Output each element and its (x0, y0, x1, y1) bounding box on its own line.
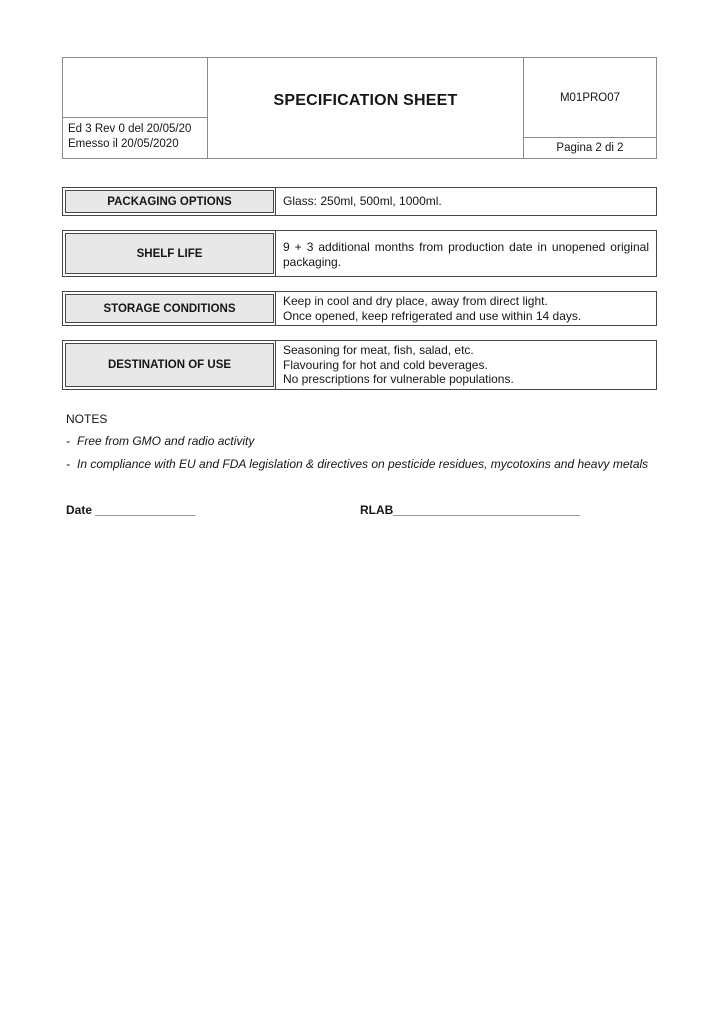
header-table (62, 57, 657, 159)
notes-heading: NOTES (66, 411, 108, 426)
spec-row-shelf-life (62, 230, 657, 277)
note-item-gmo (62, 434, 657, 449)
spec-label-packaging-options: PACKAGING OPTIONS (65, 190, 274, 213)
spec-content-line: Flavouring for hot and cold beverages. (283, 357, 488, 372)
spec-content-shelf-life (275, 231, 656, 276)
note-text: In compliance with EU and FDA legislation & directives on pesticide residues, mycotoxins and heavy metals (77, 456, 649, 471)
rlab-label: RLAB (360, 502, 394, 517)
spec-label-shelf-life: SHELF LIFE (65, 233, 274, 274)
header-right-column (523, 58, 656, 158)
note-item-compliance (62, 457, 657, 472)
date-fill-line: _______________ (95, 502, 196, 517)
note-dash-marker: - (66, 433, 70, 448)
logo-placeholder-cell (63, 58, 207, 118)
page-number-cell: Pagina 2 di 2 (556, 142, 624, 154)
document-content (62, 57, 657, 517)
spec-content-line: Glass: 250ml, 500ml, 1000ml. (283, 194, 442, 209)
revision-info-cell (63, 118, 207, 158)
spec-content-line: 9 + 3 additional months from production date in unopened original packaging. (283, 240, 649, 269)
spec-row-destination-of-use (62, 340, 657, 390)
document-code-cell: M01PRO07 (524, 58, 656, 138)
revision-line-1: Ed 3 Rev 0 del 20/05/20 (68, 123, 192, 135)
date-label: Date (66, 502, 96, 517)
document-title: SPECIFICATION SHEET (273, 92, 458, 109)
spec-row-packaging-options (62, 187, 657, 216)
rlab-signature-field (360, 503, 657, 517)
spec-label-destination-of-use: DESTINATION OF USE (65, 343, 274, 387)
note-dash-marker: - (66, 456, 70, 471)
spec-content-line: No prescriptions for vulnerable populations. (283, 372, 514, 386)
spec-content-destination-of-use (275, 341, 656, 389)
revision-line-2: Emesso il 20/05/2020 (68, 137, 179, 150)
note-text: Free from GMO and radio activity (77, 433, 255, 448)
spec-content-storage-conditions (275, 292, 656, 325)
spec-content-packaging-options (275, 188, 656, 215)
rlab-fill-line: ____________________________ (393, 502, 581, 517)
spec-row-storage-conditions (62, 291, 657, 326)
spec-content-line: Keep in cool and dry place, away from direct light. (283, 294, 548, 308)
spec-content-line: Seasoning for meat, fish, salad, etc. (283, 343, 474, 357)
signature-row (62, 503, 657, 517)
header-left-column (63, 58, 208, 158)
spec-label-storage-conditions: STORAGE CONDITIONS (65, 294, 274, 323)
date-signature-field (66, 503, 360, 517)
spec-content-line: Once opened, keep refrigerated and use within 14 days. (283, 308, 582, 323)
